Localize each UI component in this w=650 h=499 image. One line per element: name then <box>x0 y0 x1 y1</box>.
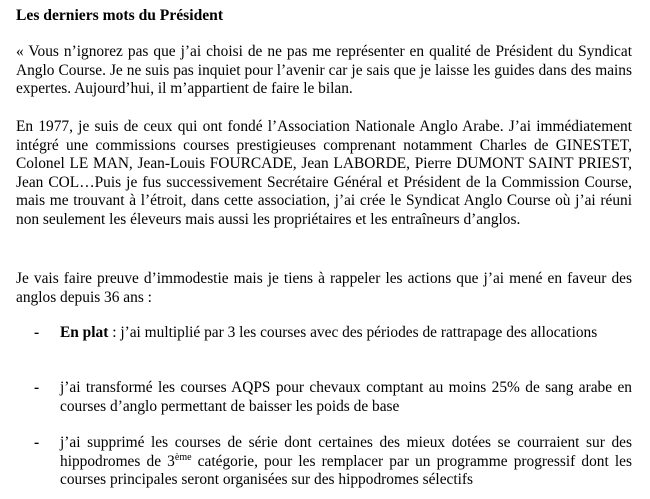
bullet-dash: - <box>34 434 40 451</box>
list-item-text <box>60 434 632 490</box>
list-item-body-start: j’ai supprimé les courses de série dont certaines des mieux dotées se courraient sur des hippodromes de 3 <box>60 434 632 470</box>
paragraph-history: En 1977, je suis de ceux qui ont fondé l’Association Nationale Anglo Arabe. J’ai immédiatement intégré une commissions courses prestigieuses comprenant notamment Charles de GINESTET, Colonel LE MAN, Jean-Louis FOURCADE, Jean LABORDE, Pierre DUMONT SAINT PRIEST, Jean COL…Puis je fus successivement Secrétaire Général et Président de la Commission Course, mais me trouvant à l’étroit, dans cette association, j’ai crée le Syndicat Anglo Course où j’ai réuni non seulement les éleveurs mais aussi les propriétaires et les entraîneurs d’anglos. <box>16 118 632 228</box>
list-item <box>34 434 632 490</box>
document-title: Les derniers mots du Président <box>16 7 224 24</box>
list-item <box>34 324 632 343</box>
paragraph-intro: « Vous n’ignorez pas que j’ai choisi de ne pas me représenter en qualité de Président du Syndicat Anglo Course. Je ne suis pas inquiet pour l’avenir car je sais que je laisse les guides dans des mains expertes. Aujourd’hui, il m’appartient de faire le bilan. <box>16 43 632 97</box>
list-item-lead: En plat <box>60 324 109 341</box>
list-item-body: : j’ai multiplié par 3 les courses avec des périodes de rattrapage des allocations <box>108 324 598 341</box>
list-item-text: j’ai transformé les courses AQPS pour chevaux comptant au moins 25% de sang arabe en courses d’anglo permettant de baisser les poids de base <box>60 379 632 415</box>
bullet-dash: - <box>34 324 40 341</box>
list-item-text <box>60 324 632 343</box>
paragraph-actions-intro: Je vais faire preuve d’immodestie mais je tiens à rappeler les actions que j’ai mené en faveur des anglos depuis 36 ans : <box>16 270 632 306</box>
bullet-dash: - <box>34 379 40 396</box>
list-item-body-end: catégorie, pour les remplacer par un programme progressif dont les courses principales seront organisées sur des hippodromes sélectifs <box>60 452 632 488</box>
ordinal-superscript: ème <box>174 451 192 463</box>
list-item <box>34 379 632 416</box>
